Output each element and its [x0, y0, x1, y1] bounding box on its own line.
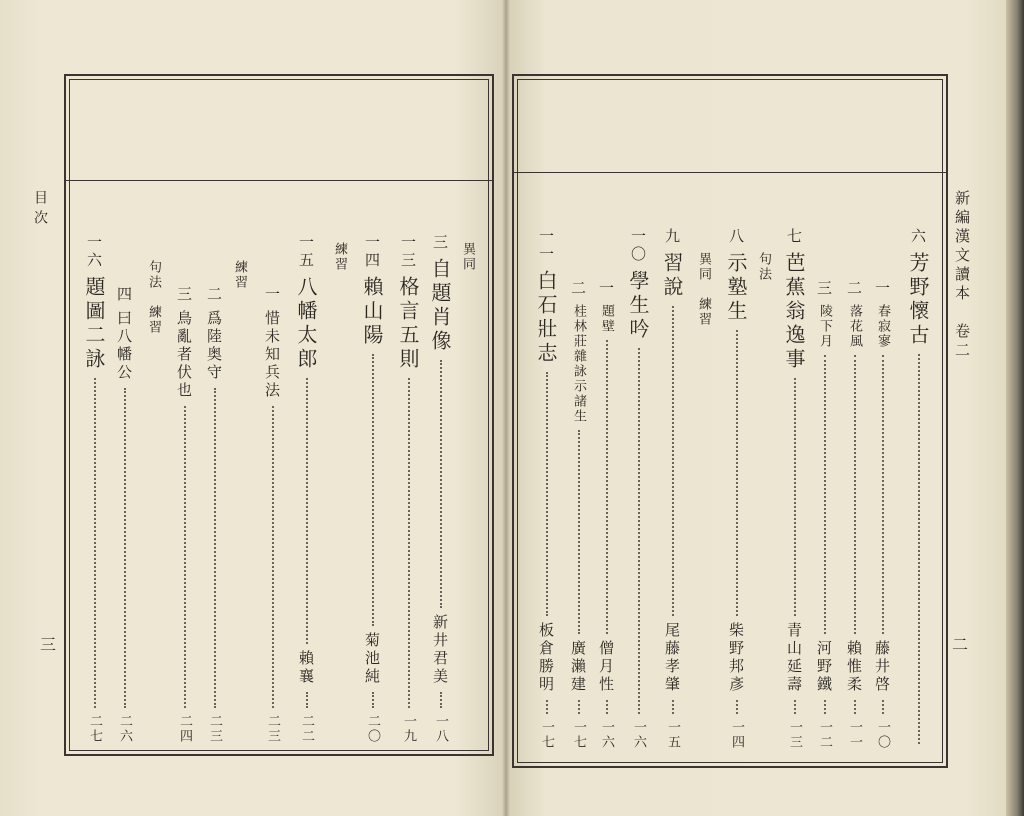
toc-entry: [532, 228, 561, 750]
subentry-page: 一一: [847, 720, 862, 750]
subentry-author: 僧月性: [597, 640, 615, 694]
subentry-title: 落花風: [847, 304, 862, 349]
subentry-title: 陵下月: [817, 304, 832, 349]
subentry-page: 一七: [571, 720, 586, 750]
left-frame: [64, 74, 494, 756]
side-label: 目次: [32, 190, 48, 230]
entry-title: 八幡太郎: [294, 276, 318, 372]
subentry-author: 廣瀨建: [569, 640, 587, 694]
toc-subentry: [204, 286, 225, 744]
subentry-title: 曰八幡公: [115, 310, 133, 382]
entry-title: 示塾生: [724, 252, 748, 324]
entry-title: 芭蕉翁逸事: [782, 252, 806, 372]
entry-page: 一九: [401, 714, 416, 744]
subentry-number: 二: [845, 280, 863, 298]
toc-entry: [394, 234, 423, 744]
toc-subentry: [844, 280, 865, 750]
subentry-number: 二: [205, 286, 223, 304]
subentry-number: 二: [569, 280, 587, 298]
entry-title: 賴山陽: [360, 276, 384, 348]
subentry-page: 二四: [177, 714, 192, 744]
left-folio: 三: [40, 635, 57, 654]
subentry-title: 異同 練習: [696, 252, 711, 327]
toc-entry: [358, 234, 387, 744]
subentry-page: 一六: [599, 720, 614, 750]
toc-subentry: [174, 286, 195, 744]
subentry-title: 練習: [232, 260, 247, 290]
entry-page: 一四: [729, 720, 744, 750]
toc-subentry: [814, 280, 835, 750]
subentry-title: 桂林莊雜詠示諸生: [571, 304, 586, 424]
subentry-number: 一: [263, 286, 281, 304]
right-folio: 二: [952, 635, 969, 654]
entry-number: 一三: [399, 234, 417, 270]
subentry-number: 三: [815, 280, 833, 298]
entry-author: 菊池純: [363, 632, 381, 686]
toc-entry: [658, 228, 687, 750]
toc-subentry: [144, 260, 163, 380]
subentry-author: 賴惟柔: [845, 640, 863, 694]
toc-entry: [722, 228, 751, 750]
entry-number: 一四: [363, 234, 381, 270]
subentry-title: 題壁: [599, 304, 614, 334]
toc-entry: [624, 228, 653, 750]
entry-title: 芳野懷古: [906, 252, 930, 348]
entry-title: 白石壯志: [534, 270, 558, 366]
toc-subentry: [330, 242, 349, 302]
subentry-number: 一: [873, 280, 891, 298]
toc-entry: [292, 234, 321, 744]
subentry-title: 爲陸奥守: [205, 310, 223, 382]
entry-page: 二二: [299, 714, 314, 744]
entry-number: 九: [663, 228, 681, 246]
subentry-title: 句法 練習: [146, 260, 161, 335]
entry-number: 一五: [297, 234, 315, 270]
toc-subentry: [458, 242, 477, 302]
entry-number: 三: [431, 234, 449, 252]
entry-number: 一六: [85, 234, 103, 270]
entry-author: 板倉勝明: [537, 622, 555, 694]
entry-page: 一三: [787, 720, 802, 750]
toc-entry: [904, 228, 933, 750]
entry-page: 一五: [665, 720, 680, 750]
subentry-title: 練習: [332, 242, 347, 272]
subentry-page: 一〇: [875, 720, 890, 750]
toc-subentry: [596, 280, 617, 750]
entry-author: 尾藤孝肇: [663, 622, 681, 694]
entry-author: 柴野邦彥: [727, 622, 745, 694]
entry-title: 自題肖像: [428, 258, 452, 354]
entry-number: 八: [727, 228, 745, 246]
running-head: 新編漢文讀本 卷二: [953, 190, 971, 361]
subentry-page: 二三: [265, 714, 280, 744]
entry-page: 一七: [539, 720, 554, 750]
entry-page: 一八: [433, 714, 448, 744]
entry-number: 七: [785, 228, 803, 246]
toc-subentry: [872, 280, 893, 750]
toc-subentry: [114, 286, 135, 744]
entry-number: 六: [909, 228, 927, 246]
entry-author: 青山延壽: [785, 622, 803, 694]
subentry-title: 鳥亂者伏也: [175, 310, 193, 400]
subentry-title: 惜未知兵法: [263, 310, 281, 400]
entry-author: 新井君美: [431, 614, 449, 686]
subentry-page: 二六: [117, 714, 132, 744]
book-gutter: [502, 0, 510, 816]
entry-author: 賴襄: [297, 650, 315, 686]
toc-subentry: [230, 260, 249, 320]
toc-subentry: [262, 286, 283, 744]
subentry-number: 四: [115, 286, 133, 304]
entry-title: 題圖二詠: [82, 276, 106, 372]
subentry-author: 河野鐵: [815, 640, 833, 694]
entry-number: 一一: [537, 228, 555, 264]
entry-page: 二〇: [365, 714, 380, 744]
subentry-title: 句法: [756, 252, 771, 282]
subentry-title: 異同: [460, 242, 475, 272]
entry-title: 習說: [660, 252, 684, 300]
toc-subentry: [754, 252, 773, 312]
toc-entry: [780, 228, 809, 750]
entry-page: 二七: [87, 714, 102, 744]
entry-page: 一六: [631, 720, 646, 750]
entry-title: 學生吟: [626, 270, 650, 342]
entry-number: 一〇: [629, 228, 647, 264]
subentry-number: 三: [175, 286, 193, 304]
toc-subentry: [694, 252, 713, 372]
right-frame: [512, 74, 948, 768]
page-edge: [1006, 0, 1024, 816]
toc-entry: [426, 234, 455, 744]
subentry-page: 二三: [207, 714, 222, 744]
subentry-title: 春寂寥: [875, 304, 890, 349]
toc-entry: [80, 234, 109, 744]
entry-title: 格言五則: [396, 276, 420, 372]
subentry-page: 一二: [817, 720, 832, 750]
subentry-author: 藤井啓: [873, 640, 891, 694]
toc-subentry: [568, 280, 589, 750]
subentry-number: 一: [597, 280, 615, 298]
